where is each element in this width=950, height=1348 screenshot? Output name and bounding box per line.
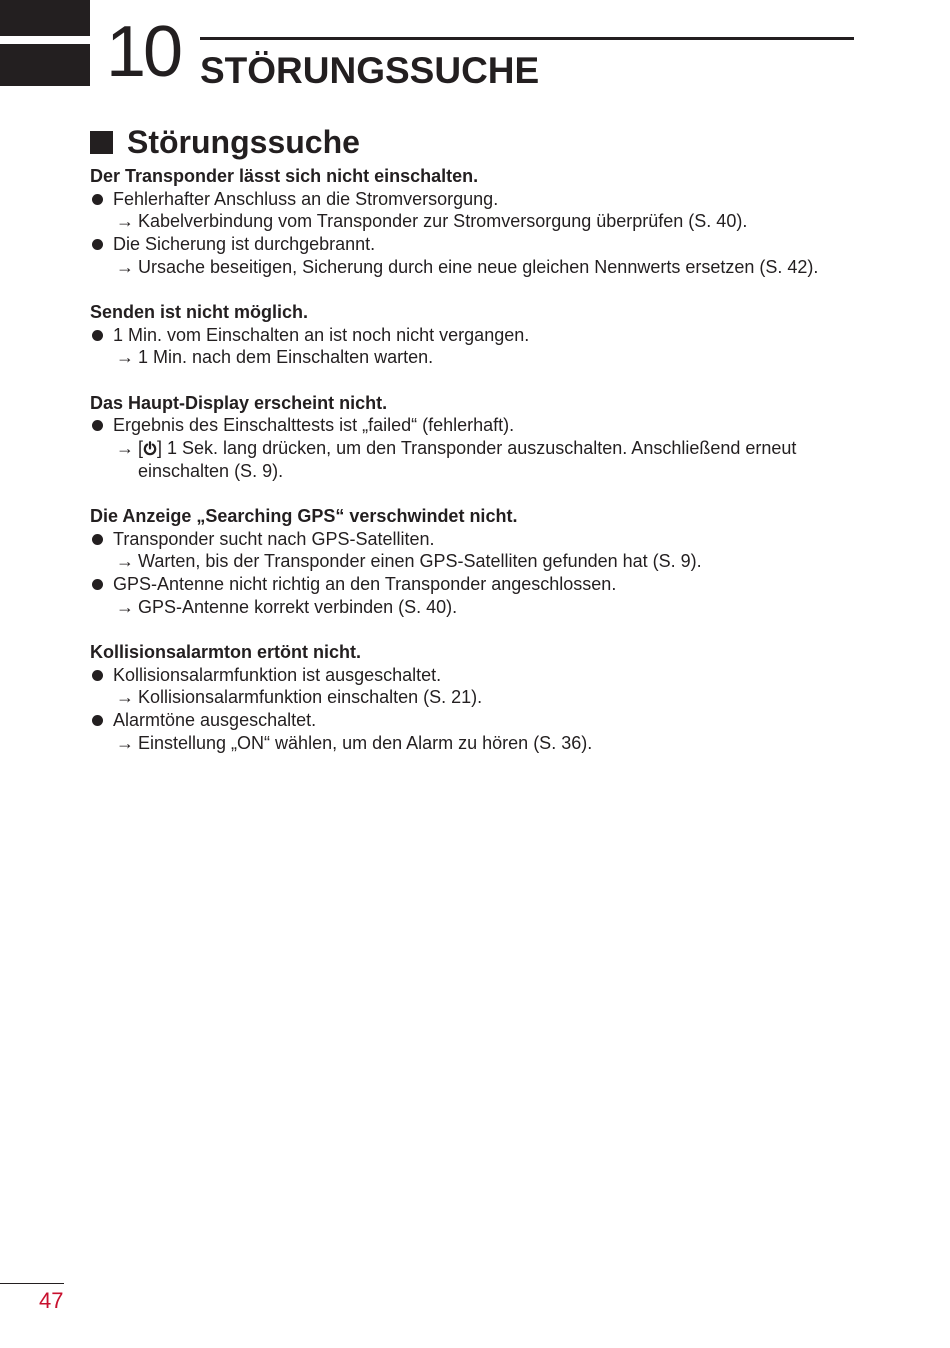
topic-title: Senden ist nicht möglich. — [90, 302, 309, 323]
topic — [90, 301, 860, 369]
arrow-icon: → — [116, 551, 134, 572]
remedy-text: Ursache beseitigen, Sicherung durch eine neue gleichen Nennwerts ersetzen (S. 42). — [138, 256, 819, 277]
section-heading-text: Störungssuche — [127, 124, 360, 160]
cause-item — [90, 528, 860, 551]
troubleshooting-list — [90, 165, 860, 777]
power-icon — [143, 441, 157, 456]
remedy-item — [90, 256, 860, 279]
remedy-text: GPS-Antenne korrekt verbinden (S. 40). — [138, 596, 458, 617]
cause-item — [90, 573, 860, 596]
remedy-item — [90, 346, 860, 369]
arrow-icon: → — [116, 347, 134, 368]
remedy-item — [90, 596, 860, 619]
cause-item — [90, 709, 860, 732]
cause-item — [90, 324, 860, 347]
remedy-text: Kollisionsalarmfunktion einschalten (S. 21). — [138, 687, 483, 708]
remedy-item — [90, 686, 860, 709]
cause-text: Ergebnis des Einschalttests ist „failed“ (fehlerhaft). — [113, 415, 515, 436]
remedy-item — [90, 437, 860, 482]
remedy-text: Warten, bis der Transponder einen GPS-Satelliten gefunden hat (S. 9). — [138, 551, 702, 572]
cause-item — [90, 664, 860, 687]
cause-item — [90, 414, 860, 437]
cause-text: GPS-Antenne nicht richtig an den Transponder angeschlossen. — [113, 574, 617, 595]
remedy-bracket-open: [ — [138, 438, 144, 459]
bullet-icon — [92, 715, 103, 726]
page-number-rule — [0, 1283, 64, 1284]
remedy-text: Kabelverbindung vom Transponder zur Stromversorgung überprüfen (S. 40). — [138, 211, 748, 232]
cause-text: Die Sicherung ist durchgebrannt. — [113, 234, 376, 255]
remedy-text: Einstellung „ON“ wählen, um den Alarm zu hören (S. 36). — [138, 732, 593, 753]
arrow-icon: → — [116, 596, 134, 617]
topic — [90, 505, 860, 619]
remedy-item — [90, 550, 860, 573]
remedy-item — [90, 210, 860, 233]
remedy-item — [90, 732, 860, 755]
chapter-title: STÖRUNGSSUCHE — [200, 50, 540, 91]
bullet-icon — [92, 420, 103, 431]
cause-item — [90, 233, 860, 256]
remedy-text: ] 1 Sek. lang drücken, um den Transponder auszuschalten. Anschließend erneut einschalten (S. 9). — [138, 438, 797, 481]
cause-text: Transponder sucht nach GPS-Satelliten. — [113, 528, 435, 549]
cause-text: Fehlerhafter Anschluss an die Stromversorgung. — [113, 188, 499, 209]
chapter-number: 10 — [106, 12, 181, 92]
section-heading — [90, 122, 360, 162]
bullet-icon — [92, 239, 103, 250]
bullet-icon — [92, 670, 103, 681]
topic — [90, 392, 860, 483]
section-square-icon — [90, 131, 113, 154]
arrow-icon: → — [116, 438, 134, 459]
chapter-tab-top — [0, 0, 90, 36]
topic-title: Das Haupt-Display erscheint nicht. — [90, 392, 388, 413]
arrow-icon: → — [116, 687, 134, 708]
remedy-text: 1 Min. nach dem Einschalten warten. — [138, 347, 434, 368]
arrow-icon: → — [116, 211, 134, 232]
chapter-tab-bottom — [0, 44, 90, 86]
topic — [90, 641, 860, 755]
topic-title: Kollisionsalarmton ertönt nicht. — [90, 641, 362, 662]
cause-text: 1 Min. vom Einschalten an ist noch nicht vergangen. — [113, 324, 530, 345]
bullet-icon — [92, 534, 103, 545]
topic-title: Die Anzeige „Searching GPS“ verschwindet nicht. — [90, 505, 518, 526]
bullet-icon — [92, 194, 103, 205]
cause-text: Kollisionsalarmfunktion ist ausgeschaltet. — [113, 664, 442, 685]
bullet-icon — [92, 579, 103, 590]
cause-item — [90, 188, 860, 211]
topic — [90, 165, 860, 279]
cause-text: Alarmtöne ausgeschaltet. — [113, 710, 317, 731]
arrow-icon: → — [116, 256, 134, 277]
arrow-icon: → — [116, 732, 134, 753]
chapter-title-rule — [200, 37, 854, 40]
topic-title: Der Transponder lässt sich nicht einschalten. — [90, 166, 479, 186]
bullet-icon — [92, 330, 103, 341]
page-number: 47 — [39, 1288, 64, 1313]
